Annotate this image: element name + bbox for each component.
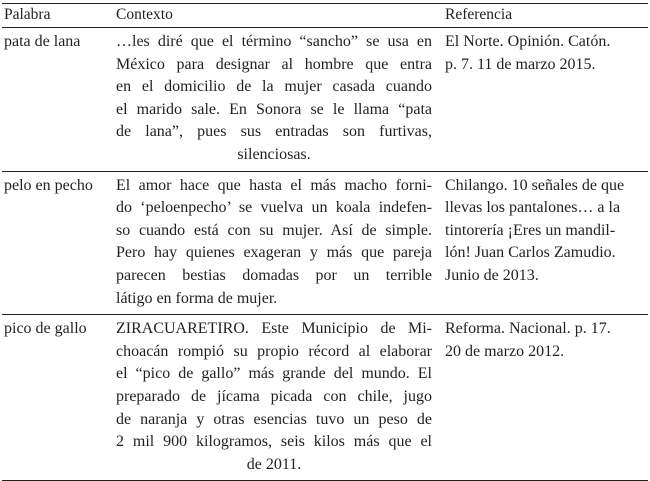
reference-cell <box>438 28 648 172</box>
context-line: …les diré que el término “sancho” se usa en <box>116 33 432 50</box>
reference-line: Reforma. Nacional. p. 17. <box>445 320 611 338</box>
context-line: preparado de jícama picada con chile, jugo <box>116 387 432 405</box>
header-reference: Referencia <box>438 4 648 28</box>
table-row <box>2 171 648 315</box>
reference-cell <box>438 171 648 315</box>
context-line: el marido sale. En Sonora se le llama “pata <box>116 100 432 118</box>
context-line: ZIRACUARETIRO. Este Municipio de Mi- <box>116 320 432 338</box>
header-word: Palabra <box>2 4 108 28</box>
reference-line: Chilango. 10 señales de que <box>445 176 625 194</box>
table-row <box>2 28 648 172</box>
reference-line: 20 de marzo 2012. <box>445 342 565 360</box>
reference-line: tintorería ¡Eres un mandil- <box>445 221 616 239</box>
table-body <box>2 28 648 481</box>
context-line: México para designar al hombre que entra <box>116 55 432 73</box>
header-context: Contexto <box>108 4 438 28</box>
context-line: El amor hace que hasta el más macho forni- <box>116 176 432 194</box>
word-cell: pico de gallo <box>2 315 108 481</box>
context-line: látigo en forma de mujer. <box>116 289 278 307</box>
context-line: so cuando está con su mujer. Así de simple. <box>116 221 432 239</box>
word-cell: pata de lana <box>2 28 108 172</box>
context-line: de lana”, pues sus entradas son furtivas, <box>116 123 432 141</box>
reference-line: El Norte. Opinión. Catón. <box>445 33 611 50</box>
context-cell <box>108 28 438 172</box>
context-line: silenciosas. <box>237 145 311 163</box>
context-line: el “pico de gallo” más grande del mundo. El <box>116 365 432 383</box>
reference-line: p. 7. 11 de marzo 2015. <box>445 55 596 73</box>
table-header <box>2 4 648 28</box>
context-cell <box>108 315 438 481</box>
context-line: choacán rompió su propio récord al elaborar <box>116 342 432 360</box>
header-row <box>2 4 648 28</box>
reference-line: llevas los pantalones… a la <box>445 199 621 217</box>
context-line: de naranja y otras esencias tuvo un peso de <box>116 410 432 428</box>
word-cell: pelo en pecho <box>2 171 108 315</box>
context-line: parecen bestias domadas por un terrible <box>116 266 432 284</box>
context-line: do ‘peloenpecho’ se vuelva un koala indefen- <box>116 199 432 217</box>
context-line: en el domicilio de la mujer casada cuando <box>116 78 432 96</box>
context-cell <box>108 171 438 315</box>
context-line: Pero hay quienes exageran y más que pareja <box>116 244 432 262</box>
reference-cell <box>438 315 648 481</box>
context-line: 2 mil 900 kilogramos, seis kilos más que el <box>116 433 432 451</box>
table-row <box>2 315 648 481</box>
context-line: de 2011. <box>246 455 302 473</box>
glossary-table <box>2 3 648 481</box>
reference-line: Junio de 2013. <box>445 266 539 284</box>
reference-line: lón! Juan Carlos Zamudio. <box>445 244 616 262</box>
